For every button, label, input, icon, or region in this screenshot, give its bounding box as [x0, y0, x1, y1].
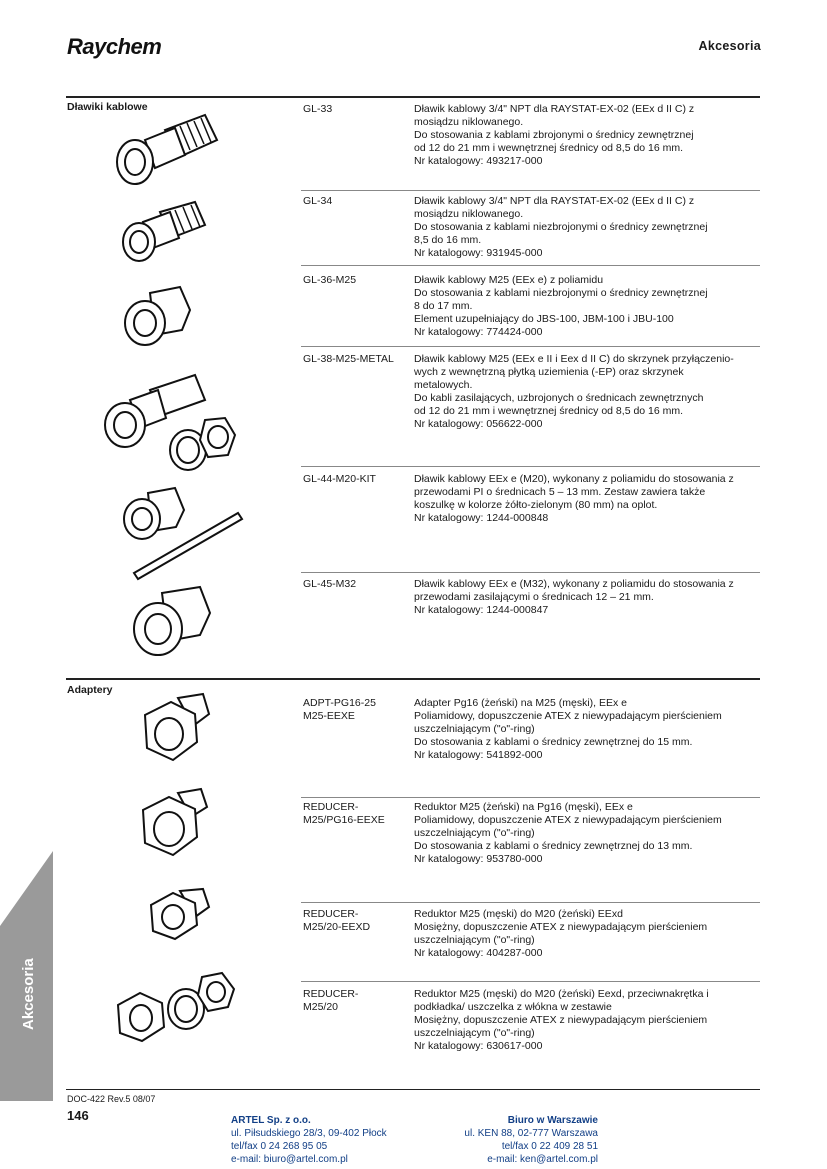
footer-company-name: ARTEL Sp. z o.o. [231, 1115, 311, 1126]
product-code: GL-34 [303, 195, 333, 207]
product-description: Dławik kablowy M25 (EEx e) z poliamidu Do stosowania z kablami niezbrojonymi o średnicy zewnętrznej 8 do 17 mm. Element uzupełniający do JBS-100, JBM-100 i JBU-100 Nr katalogowy: 774424-000 [414, 274, 708, 338]
page-number: 146 [67, 1108, 89, 1123]
row-separator [301, 981, 760, 982]
section-title-adapters: Adaptery [67, 684, 113, 696]
product-description: Reduktor M25 (męski) do M20 (żeński) Eexd, przeciwnakrętka i podkładka/ uszczelka z włókna w zestawie Mosiężny, dopuszczenie ATEX z niewypadającym pierścieniem uszczelniającym ("o"-ring) Nr katalogowy: 630617-000 [414, 988, 709, 1052]
footer-office-name: Biuro w Warszawie [507, 1115, 598, 1126]
brand-logo: Raychem [67, 34, 162, 59]
product-code: ADPT-PG16-25 M25-EEXE [303, 697, 376, 722]
side-tab-label: Akcesoria [20, 958, 37, 1030]
gland-gl33-image [105, 110, 225, 190]
footer-office-block [464, 1114, 598, 1166]
footer-office-address: ul. KEN 88, 02-777 Warszawa [464, 1128, 598, 1139]
row-separator [301, 265, 760, 266]
row-separator [301, 902, 760, 903]
gland-gl34-image [115, 200, 210, 265]
product-description: Dławik kablowy 3/4" NPT dla RAYSTAT-EX-02 (EEx d II C) z mosiądzu niklowanego. Do stosowania z kablami niezbrojonymi o średnicy zewnętrznej 8,5 do 16 mm. Nr katalogowy: 931945-000 [414, 195, 708, 259]
footer-company-email[interactable]: e-mail: biuro@artel.com.pl [231, 1154, 348, 1165]
product-description: Reduktor M25 (żeński) na Pg16 (męski), EEx e Poliamidowy, dopuszczenie ATEX z niewypadającym pierścieniem uszczelniającym ("o"-ring) Do stosowania z kablami o średnicy zewnętrznej do 13 mm. Nr katalogowy: 953780-000 [414, 801, 722, 865]
section-title-cable-glands: Dławiki kablowe [67, 101, 148, 113]
gland-gl44-kit-image [120, 485, 245, 585]
gland-gl38-image [100, 370, 240, 475]
section-rule [66, 678, 760, 680]
row-separator [301, 190, 760, 191]
row-separator [301, 346, 760, 347]
product-description: Adapter Pg16 (żeński) na M25 (męski), EEx e Poliamidowy, dopuszczenie ATEX z niewypadającym pierścieniem uszczelniającym ("o"-ring) Do stosowania z kablami o średnicy zewnętrznej do 15 mm. Nr katalogowy: 541892-000 [414, 697, 722, 761]
footer-rule [66, 1089, 760, 1090]
product-code: GL-45-M32 [303, 578, 357, 590]
product-code: REDUCER- M25/PG16-EEXE [303, 801, 385, 826]
footer-company-block [231, 1114, 387, 1166]
product-description: Dławik kablowy 3/4" NPT dla RAYSTAT-EX-02 (EEx d II C) z mosiądzu niklowanego. Do stosowania z kablami zbrojonymi o średnicy zewnętrznej od 12 do 21 mm i wewnętrznej średnicy od 8,5 do 16 mm. Nr katalogowy: 493217-000 [414, 103, 695, 167]
gland-gl45-image [130, 585, 215, 660]
product-code: REDUCER- M25/20 [303, 988, 359, 1013]
page-section-title: Akcesoria [698, 39, 761, 53]
row-separator [301, 797, 760, 798]
doc-reference: DOC-422 Rev.5 08/07 [67, 1094, 156, 1104]
footer-company-address: ul. Piłsudskiego 28/3, 09-402 Płock [231, 1128, 387, 1139]
section-rule [66, 96, 760, 98]
row-separator [301, 572, 760, 573]
product-code: GL-38-M25-METAL [303, 353, 394, 365]
reducer-m25-20-eexd-image [145, 885, 215, 945]
product-description: Dławik kablowy M25 (EEx e II i Eex d II C) do skrzynek przyłączenio- wych z wewnętrzną płytką uziemienia (-EP) oraz skrzynek metalowych. Do kabli zasilających, uzbrojonych o średnicach zewnętrznych od 12 do 21 mm i wewnętrznej średnicy od 8,5 do 16 mm. Nr katalogowy: 056622-000 [414, 353, 734, 430]
reducer-m25-20-kit-image [110, 965, 240, 1065]
product-description: Reduktor M25 (męski) do M20 (żeński) EExd Mosiężny, dopuszczenie ATEX z niewypadającym pierścieniem uszczelniającym ("o"-ring) Nr katalogowy: 404287-000 [414, 908, 708, 959]
product-code: GL-44-M20-KIT [303, 473, 376, 485]
reducer-m25-pg16-image [133, 785, 213, 865]
adapter-pg16-image [133, 690, 213, 770]
footer-company-phone: tel/fax 0 24 268 95 05 [231, 1141, 328, 1152]
product-code: GL-36-M25 [303, 274, 357, 286]
footer-office-phone: tel/fax 0 22 409 28 51 [501, 1141, 598, 1152]
row-separator [301, 466, 760, 467]
product-description: Dławik kablowy EEx e (M20), wykonany z poliamidu do stosowania z przewodami PI o średnicach 5 – 13 mm. Zestaw zawiera także koszulkę w kolorze żółto-zielonym (80 mm) na oplot. Nr katalogowy: 1244-000848 [414, 473, 734, 524]
product-description: Dławik kablowy EEx e (M32), wykonany z poliamidu do stosowania z przewodami zasilającymi o średnicach 12 – 21 mm. Nr katalogowy: 1244-000847 [414, 578, 734, 616]
gland-gl36-image [120, 285, 195, 350]
product-code: REDUCER- M25/20-EEXD [303, 908, 371, 933]
footer-office-email[interactable]: e-mail: ken@artel.com.pl [487, 1154, 598, 1165]
product-code: GL-33 [303, 103, 333, 115]
